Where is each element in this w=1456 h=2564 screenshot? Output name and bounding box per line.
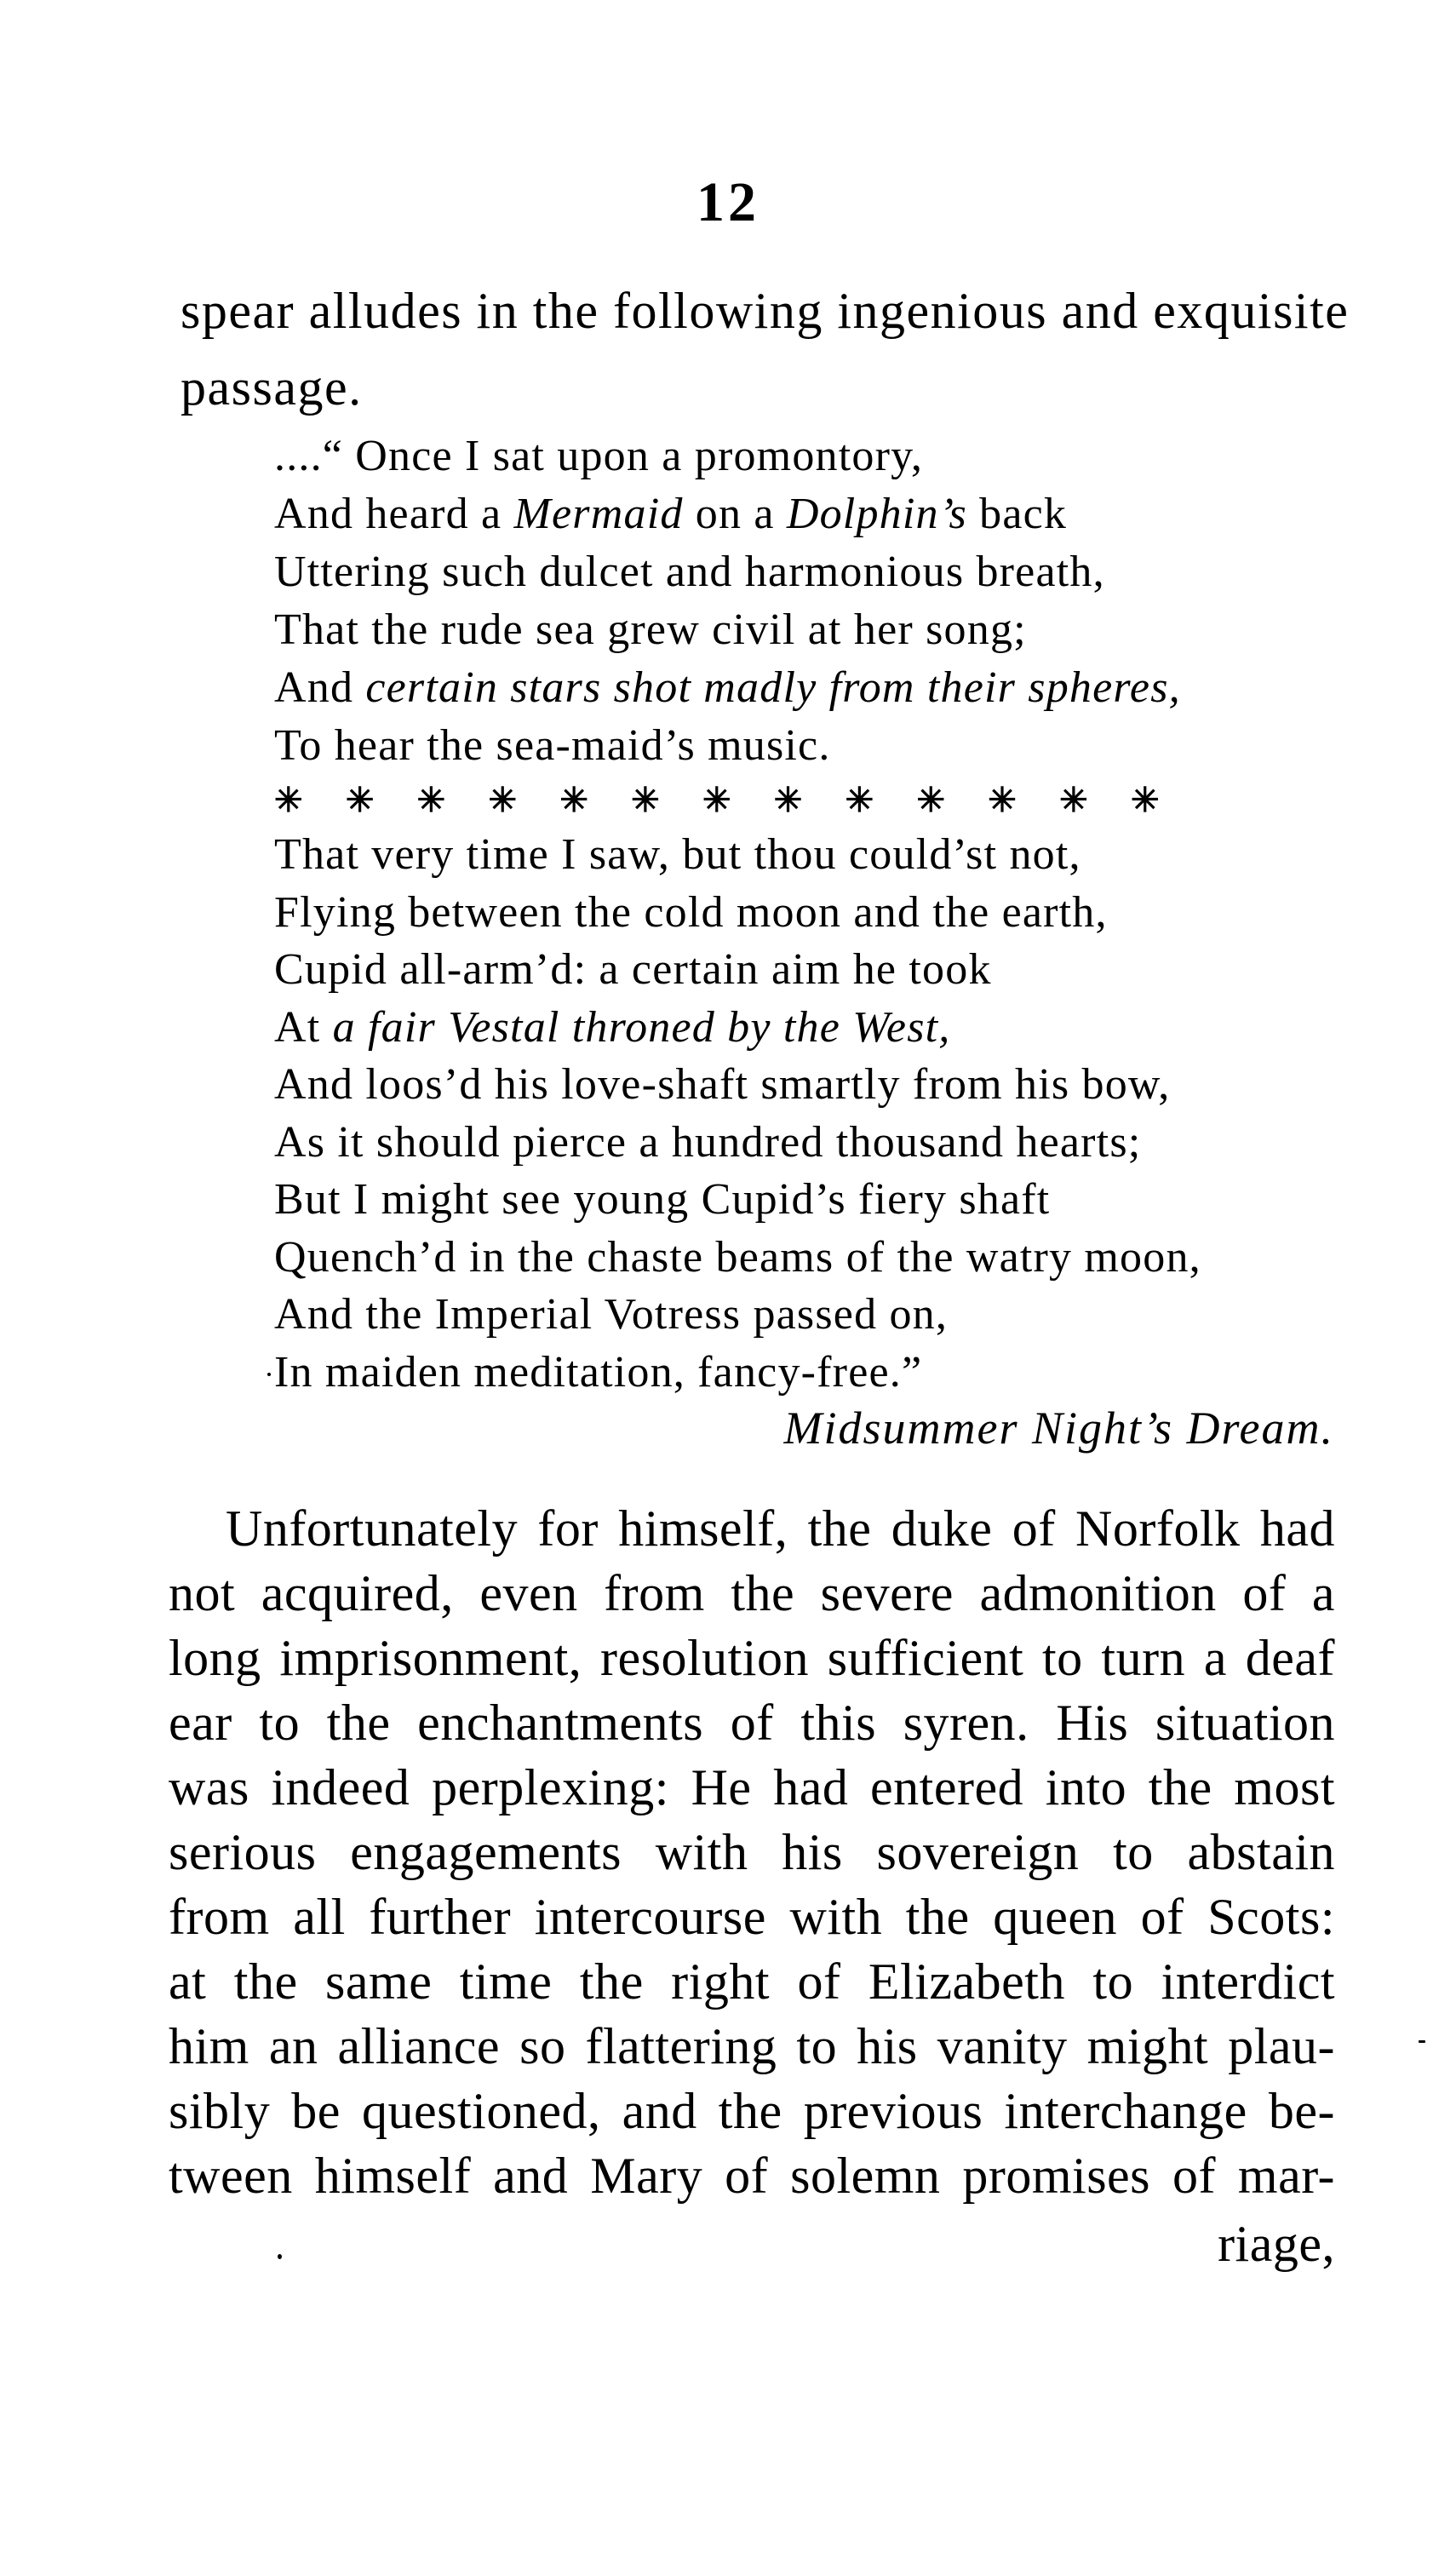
verse-text: That the rude sea grew civil at her song; [274,605,1027,654]
verse-text: And [274,663,366,712]
paragraph-line: long imprisonment, resolution sufficient to turn a deaf [169,1630,1335,1686]
paragraph-line: tween himself and Mary of solemn promises of mar- [169,2148,1335,2204]
italic-text: Mermaid [513,490,684,538]
asterisk-icon: ✳ [274,781,303,819]
paragraph-line: riage, [1218,2216,1335,2272]
verse-text: And the Imperial Votress passed on, [274,1290,949,1339]
asterisk-icon: ✳ [345,781,375,819]
asterisk-separator [274,781,1160,819]
quote-attribution: Midsummer Night’s Dream. [783,1402,1334,1454]
verse-line [274,1117,1142,1167]
italic-text: a fair Vestal throned by the West, [332,1002,951,1052]
verse-line [274,1290,949,1339]
verse-line [274,605,1027,654]
asterisk-icon: ✳ [416,781,446,819]
verse-text: Uttering such dulcet and harmonious breath, [274,548,1105,596]
verse-line [274,1232,1201,1282]
asterisk-icon: ✳ [773,781,803,819]
print-speck [278,2254,282,2259]
italic-text: Dolphin’s [786,490,967,538]
paragraph-line: from all further intercourse with the queen of Scots: [169,1889,1335,1945]
verse-text: But I might see young Cupid’s fiery shaft [274,1175,1051,1224]
italic-text: certain stars shot madly from their spheres, [365,663,1181,712]
verse-line [274,550,1105,594]
asterisk-icon: ✳ [1130,781,1160,819]
verse-line [274,945,992,994]
asterisk-icon: ✳ [1059,781,1088,819]
opening-line-1: spear alludes in the following ingenious and exquisite [181,283,1350,339]
paragraph-line: sibly be questioned, and the previous interchange be- [169,2083,1335,2139]
verse-text: And loos’d his love-shaft smartly from his bow, [274,1060,1171,1109]
asterisk-icon: ✳ [559,781,588,819]
paragraph-line: at the same time the right of Elizabeth to interdict [169,1953,1335,2010]
paragraph-line: serious engagements with his sovereign to abstain [169,1824,1335,1880]
verse-text: At [274,1002,333,1052]
verse-text: Quench’d in the chaste beams of the watry moon, [274,1232,1201,1282]
verse-line [274,1347,923,1397]
verse-line [274,1175,1051,1224]
paragraph-line: Unfortunately for himself, the duke of Norfolk had [226,1500,1335,1557]
verse-line [274,887,1108,937]
verse-line [274,663,1181,712]
verse-text: To hear the sea-maid’s music. [274,721,831,770]
verse-text: Cupid all-arm’d: a certain aim he took [274,945,992,994]
asterisk-icon: ✳ [988,781,1017,819]
asterisk-icon: ✳ [702,781,731,819]
page-number: 12 [696,171,760,233]
paragraph-line: him an alliance so flattering to his vanity might plau- [169,2018,1335,2074]
verse-text: And heard a [274,490,514,538]
asterisk-icon: ✳ [488,781,517,819]
paragraph-line: ear to the enchantments of this syren. His situation [169,1695,1335,1751]
asterisk-icon: ✳ [631,781,660,819]
verse-text: Flying between the cold moon and the earth, [274,887,1108,937]
verse-line [274,721,831,770]
verse-line [274,492,1067,536]
verse-line [274,1060,1171,1109]
verse-line [274,1002,951,1052]
paragraph-line: was indeed perplexing: He had entered into the most [169,1759,1335,1815]
opening-line-2: passage. [181,359,363,416]
print-speck [1419,2040,1425,2043]
verse-text: In maiden meditation, fancy-free.” [274,1347,923,1397]
verse-text: That very time I saw, but thou could’st not, [274,830,1081,879]
asterisk-icon: ✳ [916,781,945,819]
verse-text: As it should pierce a hundred thousand hearts; [274,1117,1142,1167]
print-speck [267,1373,271,1376]
verse-text: back [966,490,1068,538]
verse-text: ....“ Once I sat upon a promontory, [274,432,924,480]
paragraph-line: not acquired, even from the severe admonition of a [169,1565,1335,1621]
verse-line [274,434,923,479]
verse-text: on a [683,490,787,538]
verse-line [274,830,1081,879]
asterisk-icon: ✳ [845,781,874,819]
